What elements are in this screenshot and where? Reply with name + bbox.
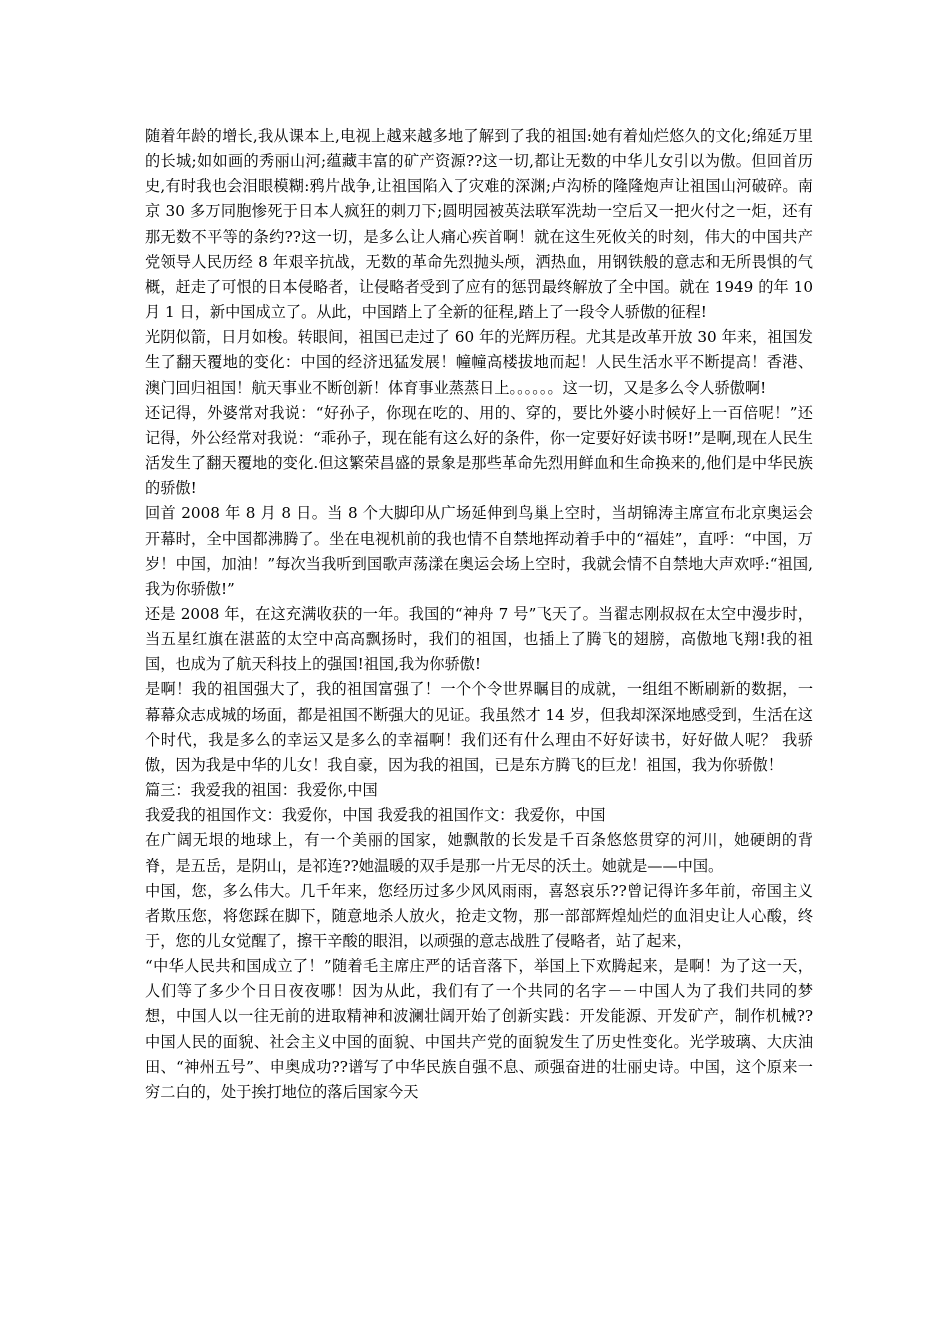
- paragraph-motherland-history: 随着年龄的增长,我从课本上,电视上越来越多地了解到了我的祖国:她有着灿烂悠久的文化;绵延万里的长城;如如画的秀丽山河;蕴藏丰富的矿产资源??这一切,都让无数的中华儿女引以为傲。但回首历史,有时我也会泪眼模糊:鸦片战争,让祖国陷入了灾难的深渊;卢沟桥的隆隆炮声让祖国山河破碎。南京 30 多万同胞惨死于日本人疯狂的刺刀下;圆明园被英法联军洗劫一空后又一把火付之一炬，还有那无数不平等的条约??这一切，是多么让人痛心疾首啊！就在这生死攸关的时刻，伟大的中国共产党领导人民历经 8 年艰辛抗战，无数的革命先烈抛头颅，洒热血，用钢铁般的意志和无所畏惧的气概，赶走了可恨的日本侵略者，让侵略者受到了应有的惩罚最终解放了全中国。就在 1949 的年 10 月 1 日，新中国成立了。从此，中国踏上了全新的征程,踏上了一段令人骄傲的征程!: [145, 127, 813, 322]
- paragraph-founding: “中华人民共和国成立了！”随着毛主席庄严的话音落下，举国上下欢腾起来，是啊！为了这一天，人们等了多少个日日夜夜哪！因为从此，我们有了一个共同的名字－－中国人为了我们共同的梦想，中国人以一往无前的进取精神和波澜壮阔开始了创新实践：开发能源、开发矿产，制作机械??中国人民的面貌、社会主义中国的面貌、中国共产党的面貌发生了历史性变化。光学玻璃、大庆油田、“神州五号”、申奥成功??谱写了中华民族自强不息、顽强奋进的壮丽史诗。中国，这个原来一穷二白的，处于挨打地位的落后国家今天: [145, 957, 813, 1101]
- paragraph-great-china: 中国，您，多么伟大。几千年来，您经历过多少风风雨雨，喜怒哀乐??曾记得许多年前，帝国主义者欺压您，将您踩在脚下，随意地杀人放火，抢走文物，那一部部辉煌灿烂的血泪史让人心酸，终于，您的儿女觉醒了，擦干辛酸的眼泪，以顽强的意志战胜了侵略者，站了起来，: [145, 881, 813, 950]
- document-body: [145, 124, 813, 1105]
- paragraph-sixty-years: 光阴似箭，日月如梭。转眼间，祖国已走过了 60 年的光辉历程。尤其是改革开放 30 年来，祖国发生了翻天覆地的变化：中国的经济迅猛发展！幢幢高楼拔地而起！人民生活水平不断提高！香港、澳门回归祖国！航天事业不断创新！体育事业蒸蒸日上。。。。。。这一切，又是多么令人骄傲啊!: [145, 328, 813, 397]
- paragraph-olympics: 回首 2008 年 8 月 8 日。当 8 个大脚印从广场延伸到鸟巢上空时，当胡锦涛主席宣布北京奥运会开幕时，全中国都沸腾了。坐在电视机前的我也情不自禁地挥动着手中的“福娃”，直呼：“中国，万岁！中国，加油！”每次当我听到国歌声荡漾在奥运会场上空时，我就会情不自禁地大声欢呼:“祖国,我为你骄傲!”: [145, 504, 813, 598]
- section-heading: 篇三：我爱我的祖国：我爱你,中国: [145, 781, 378, 800]
- paragraph-grandparents: 还记得，外婆常对我说：“好孙子，你现在吃的、用的、穿的，要比外婆小时候好上一百倍呢！”还记得，外公经常对我说：“乖孙子，现在能有这么好的条件，你一定要好好读书呀!”是啊,现在人民生活发生了翻天覆地的变化.但这繁荣昌盛的景象是那些革命先烈用鲜血和生命换来的,他们是中华民族的骄傲!: [145, 403, 813, 498]
- paragraph-shenzhou: 还是 2008 年，在这充满收获的一年。我国的“神舟 7 号”飞天了。当翟志刚叔叔在太空中漫步时，当五星红旗在湛蓝的太空中高高飘扬时，我们的祖国，也插上了腾飞的翅膀，高傲地飞翔!我的祖国，也成为了航天科技上的强国!祖国,我为你骄傲!: [145, 604, 813, 674]
- paragraph-vast-earth: 在广阔无垠的地球上，有一个美丽的国家，她飘散的长发是千百条悠悠贯穿的河川，她硬朗的背脊，是五岳，是阴山，是祁连??她温暖的双手是那一片无尽的沃土。她就是——中国。: [145, 831, 813, 875]
- paragraph-proud: 是啊！我的祖国强大了，我的祖国富强了！一个个令世界瞩目的成就，一组组不断刷新的数据，一幕幕众志成城的场面，都是祖国不断强大的见证。我虽然才 14 岁，但我却深深地感受到，生活在这个时代，我是多么的幸运又是多么的幸福啊！我们还有什么理由不好好读书，好好做人呢？ 我骄傲，因为我是中华的儿女！我自豪，因为我的祖国，已是东方腾飞的巨龙！祖国，我为你骄傲！: [145, 680, 813, 774]
- essay-title-line: 我爱我的祖国作文：我爱你，中国 我爱我的祖国作文：我爱你，中国: [145, 806, 606, 825]
